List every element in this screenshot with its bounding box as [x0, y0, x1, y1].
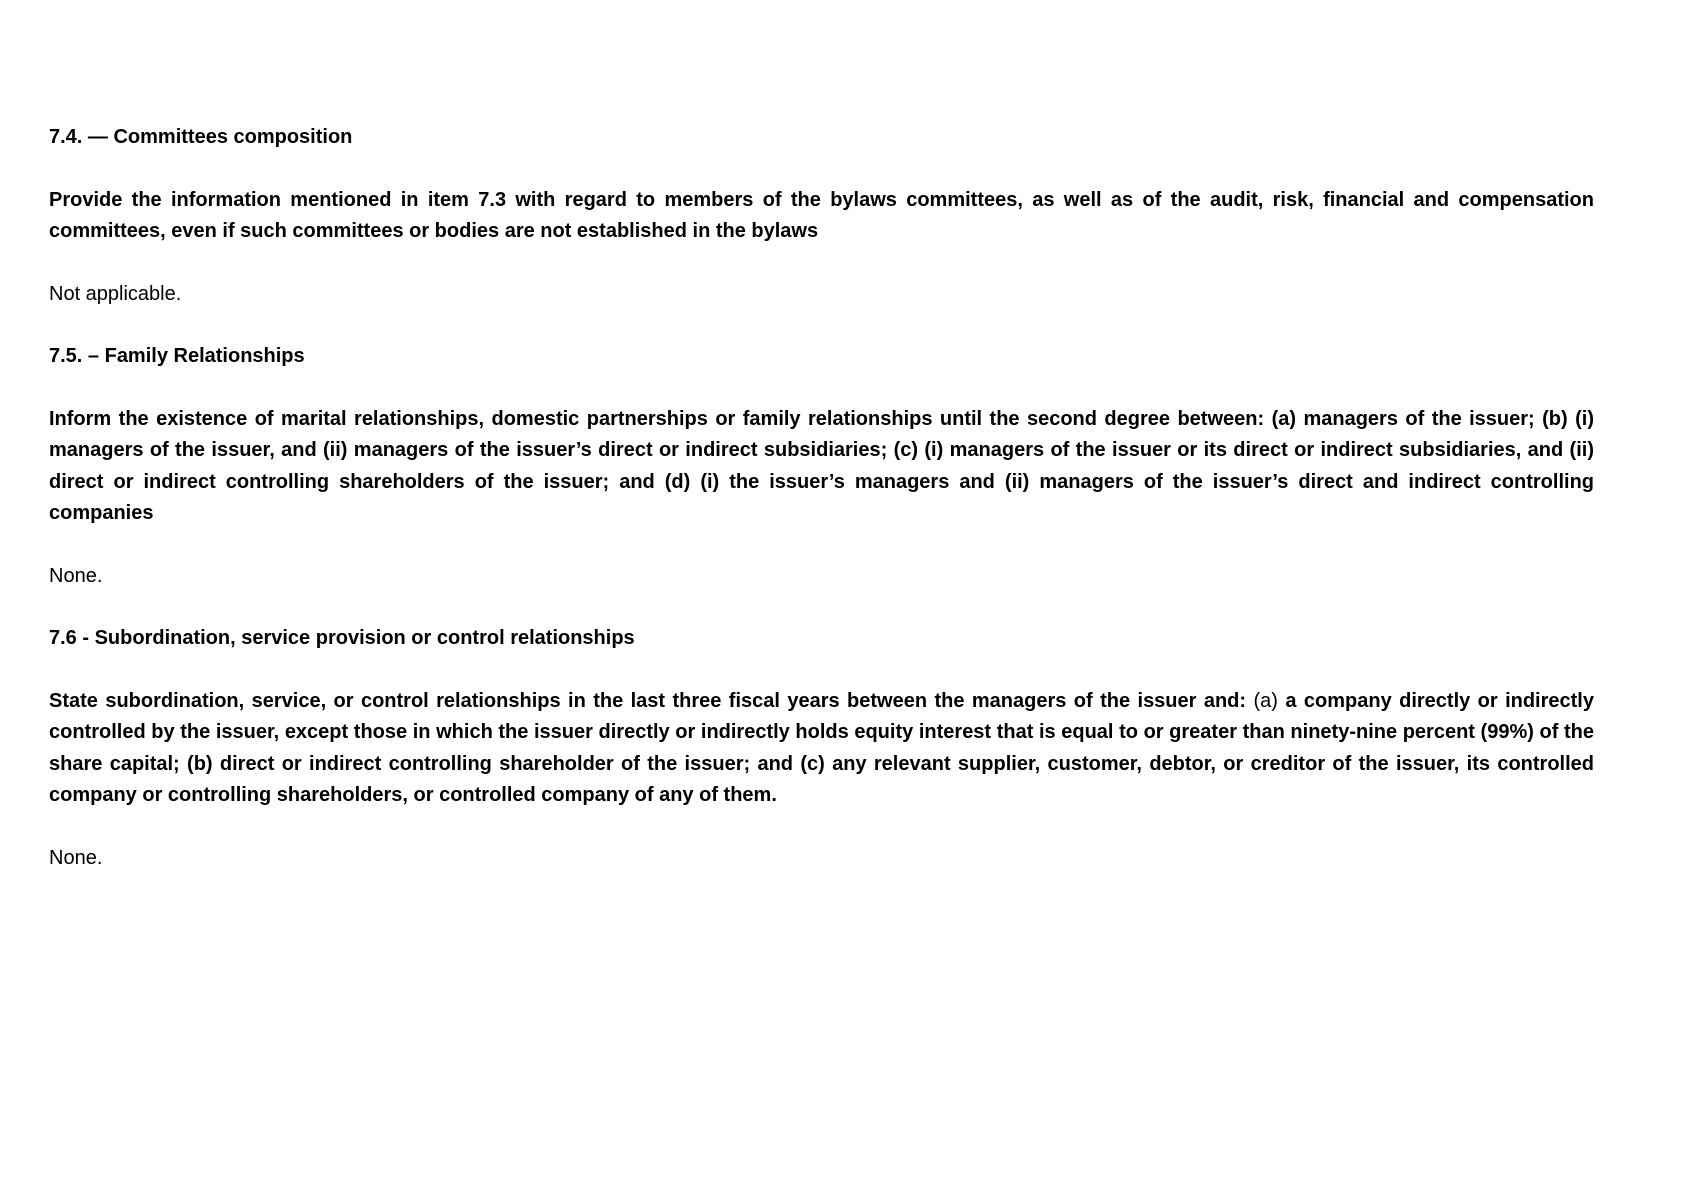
section-heading-7-5: 7.5. – Family Relationships — [49, 345, 305, 367]
document-page — [49, 122, 1594, 874]
section-answer-7-5: None. — [49, 564, 103, 587]
section-question-7-5: Inform the existence of marital relationships, domestic partnerships or family relationships until the second degree between: (a) managers of the issuer; (b) (i) managers of the issuer, and (ii) managers of the issuer’s direct or indirect subsidiaries; (c) (i) managers of the issuer or its direct or indirect subsidiaries, and (ii) direct or indirect controlling shareholders of the issuer; and (d) (i) the issuer’s managers and (ii) managers of the issuer’s direct and indirect controlling companies — [49, 407, 1594, 524]
section-heading-7-4: 7.4. — Committees composition — [49, 126, 353, 148]
question-text-part3: a company directly or indirectly controlled by the issuer, except those in which the issuer directly or indirectly holds equity interest that is equal to or greater than ninety-nine percent (99%) of the share capital; (b) direct or indirect controlling shareholder of the issuer; and (c) any relevant supplier, customer, debtor, or creditor of the issuer, its controlled company or controlling shareholders, or controlled company of any of them. — [49, 689, 1594, 806]
question-text-part1: State subordination, service, or control relationships in the last three fiscal years between the managers of the issuer and: — [49, 689, 1254, 712]
section-answer-7-4: Not applicable. — [49, 282, 182, 305]
section-answer-7-6: None. — [49, 846, 103, 869]
section-question-7-4: Provide the information mentioned in item 7.3 with regard to members of the bylaws committees, as well as of the audit, risk, financial and compensation committees, even if such committees or bodies are not established in the bylaws — [49, 188, 1594, 242]
question-text-part2: (a) — [1253, 689, 1278, 712]
section-heading-7-6: 7.6 - Subordination, service provision or control relationships — [49, 627, 635, 649]
section-question-7-6 — [49, 686, 1594, 812]
